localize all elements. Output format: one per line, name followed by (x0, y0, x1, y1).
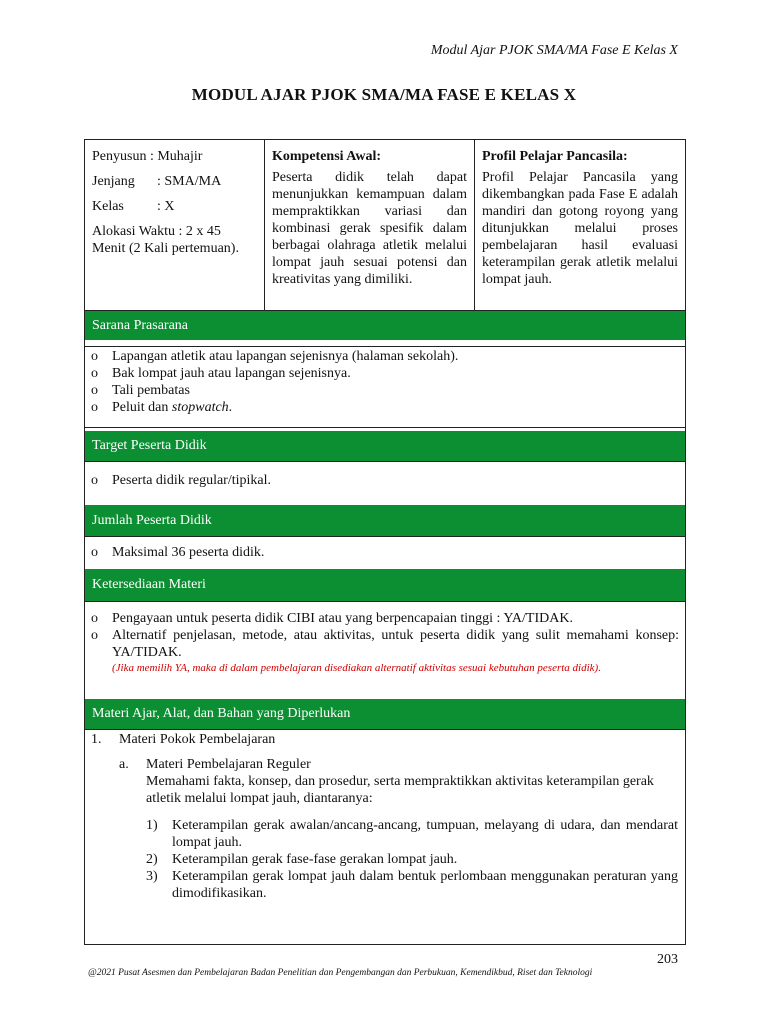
section-header-materi: Materi Ajar, Alat, dan Bahan yang Diperlukan (85, 699, 685, 729)
alokasi-waktu: Alokasi Waktu : 2 x 45 Menit (2 Kali pertemuan). (92, 224, 239, 256)
list-item: 2) Keterampilan gerak fase-fase gerakan lompat jauh. (146, 852, 458, 867)
jenjang: Jenjang : SMA/MA (92, 174, 222, 189)
running-header: Modul Ajar PJOK SMA/MA Fase E Kelas X (430, 43, 678, 58)
list-item: o Peluit dan stopwatch. (91, 400, 233, 415)
note-text: (Jika memilih YA, maka di dalam pembelajaran disediakan alternatif aktivitas sesuai kebutuhan peserta didik). (112, 662, 601, 674)
profil-title: Profil Pelajar Pancasila: (482, 149, 628, 164)
penyusun: Penyusun : Muhajir (92, 149, 203, 164)
section-header-ketersediaan: Ketersediaan Materi (85, 569, 685, 601)
info-row (85, 140, 685, 310)
list-item: o Pengayaan untuk peserta didik CIBI atau yang berpencapaian tinggi : YA/TIDAK. (91, 611, 573, 626)
list-item: o Lapangan atletik atau lapangan sejenisnya (halaman sekolah). (91, 349, 459, 364)
list-item: o Alternatif penjelasan, metode, atau aktivitas, untuk peserta didik yang sulit memahami konsep: YA/TIDAK. (91, 628, 679, 660)
kompetensi-text: Peserta didik telah dapat menunjukkan kemampuan dalam mempraktikkan variasi dan kombinasi gerak spesifik dalam berbagai olahraga atletik melalui lompat jauh sesuai potensi dan kreativitas yang dimiliki. (272, 170, 467, 287)
list-item: o Maksimal 36 peserta didik. (91, 545, 265, 560)
section-header-jumlah: Jumlah Peserta Didik (85, 505, 685, 536)
list-item: 1) Keterampilan gerak awalan/ancang-ancang, tumpuan, melayang di udara, dan mendarat lompat jauh. (146, 818, 678, 850)
section-header-target: Target Peserta Didik (85, 431, 685, 461)
list-item: 3) Keterampilan gerak lompat jauh dalam bentuk perlombaan menggunakan peraturan yang dimodifikasikan. (146, 869, 678, 901)
ketersediaan-list (85, 601, 685, 697)
kompetensi-cell (265, 140, 475, 310)
list-item: o Peserta didik regular/tipikal. (91, 473, 272, 488)
module-table (84, 139, 686, 945)
list-item: o Tali pembatas (91, 383, 190, 398)
materi-sub-a: a. Materi Pembelajaran Reguler Memahami fakta, konsep, dan prosedur, serta mempraktikkan aktivitas keterampilan gerak atletik melalui lompat jauh, diantaranya: 1) Keterampilan gerak awalan/ancang-ancang, tumpuan, melayang di udara, dan mendarat lompat jauh. 2) Keterampilan gerak fase-fase gerakan lompat jauh. 3) Keterampilan gerak lompat jauh dalam bentuk perlombaan menggunakan peraturan yang dimodifikasikan. (119, 757, 678, 901)
points-list (146, 817, 678, 902)
page-number: 203 (657, 952, 678, 967)
sub-a-title: Materi Pembelajaran Reguler (146, 757, 311, 772)
sub-a-text: Memahami fakta, konsep, dan prosedur, serta mempraktikkan aktivitas keterampilan gerak atletik melalui lompat jauh, diantaranya: (146, 774, 654, 806)
note-row (85, 661, 685, 675)
identity-cell (85, 140, 265, 310)
kelas: Kelas : X (92, 199, 175, 214)
kompetensi-title: Kompetensi Awal: (272, 149, 382, 164)
document-title: MODUL AJAR PJOK SMA/MA FASE E KELAS X (191, 85, 577, 104)
profil-cell (475, 140, 685, 310)
copyright-footer: @2021 Pusat Asesmen dan Pembelajaran Badan Penelitian dan Pengembangan dan Perbukuan, Kemendikbud, Riset dan Teknologi (88, 968, 593, 978)
materi-content (85, 729, 685, 902)
materi-item-1: 1. Materi Pokok Pembelajaran (91, 732, 276, 747)
sarana-list (85, 346, 685, 428)
profil-text: Profil Pelajar Pancasila yang dikembangkan pada Fase E adalah mandiri dan gotong royong yang ditunjukkan melalui proses pembelajaran hasil evaluasi keterampilan gerak atletik melalui lompat jauh. (482, 170, 678, 287)
section-header-sarana: Sarana Prasarana (85, 310, 685, 340)
jumlah-list (85, 536, 685, 569)
list-item: o Bak lompat jauh atau lapangan sejenisnya. (91, 366, 351, 381)
target-list (85, 461, 685, 505)
